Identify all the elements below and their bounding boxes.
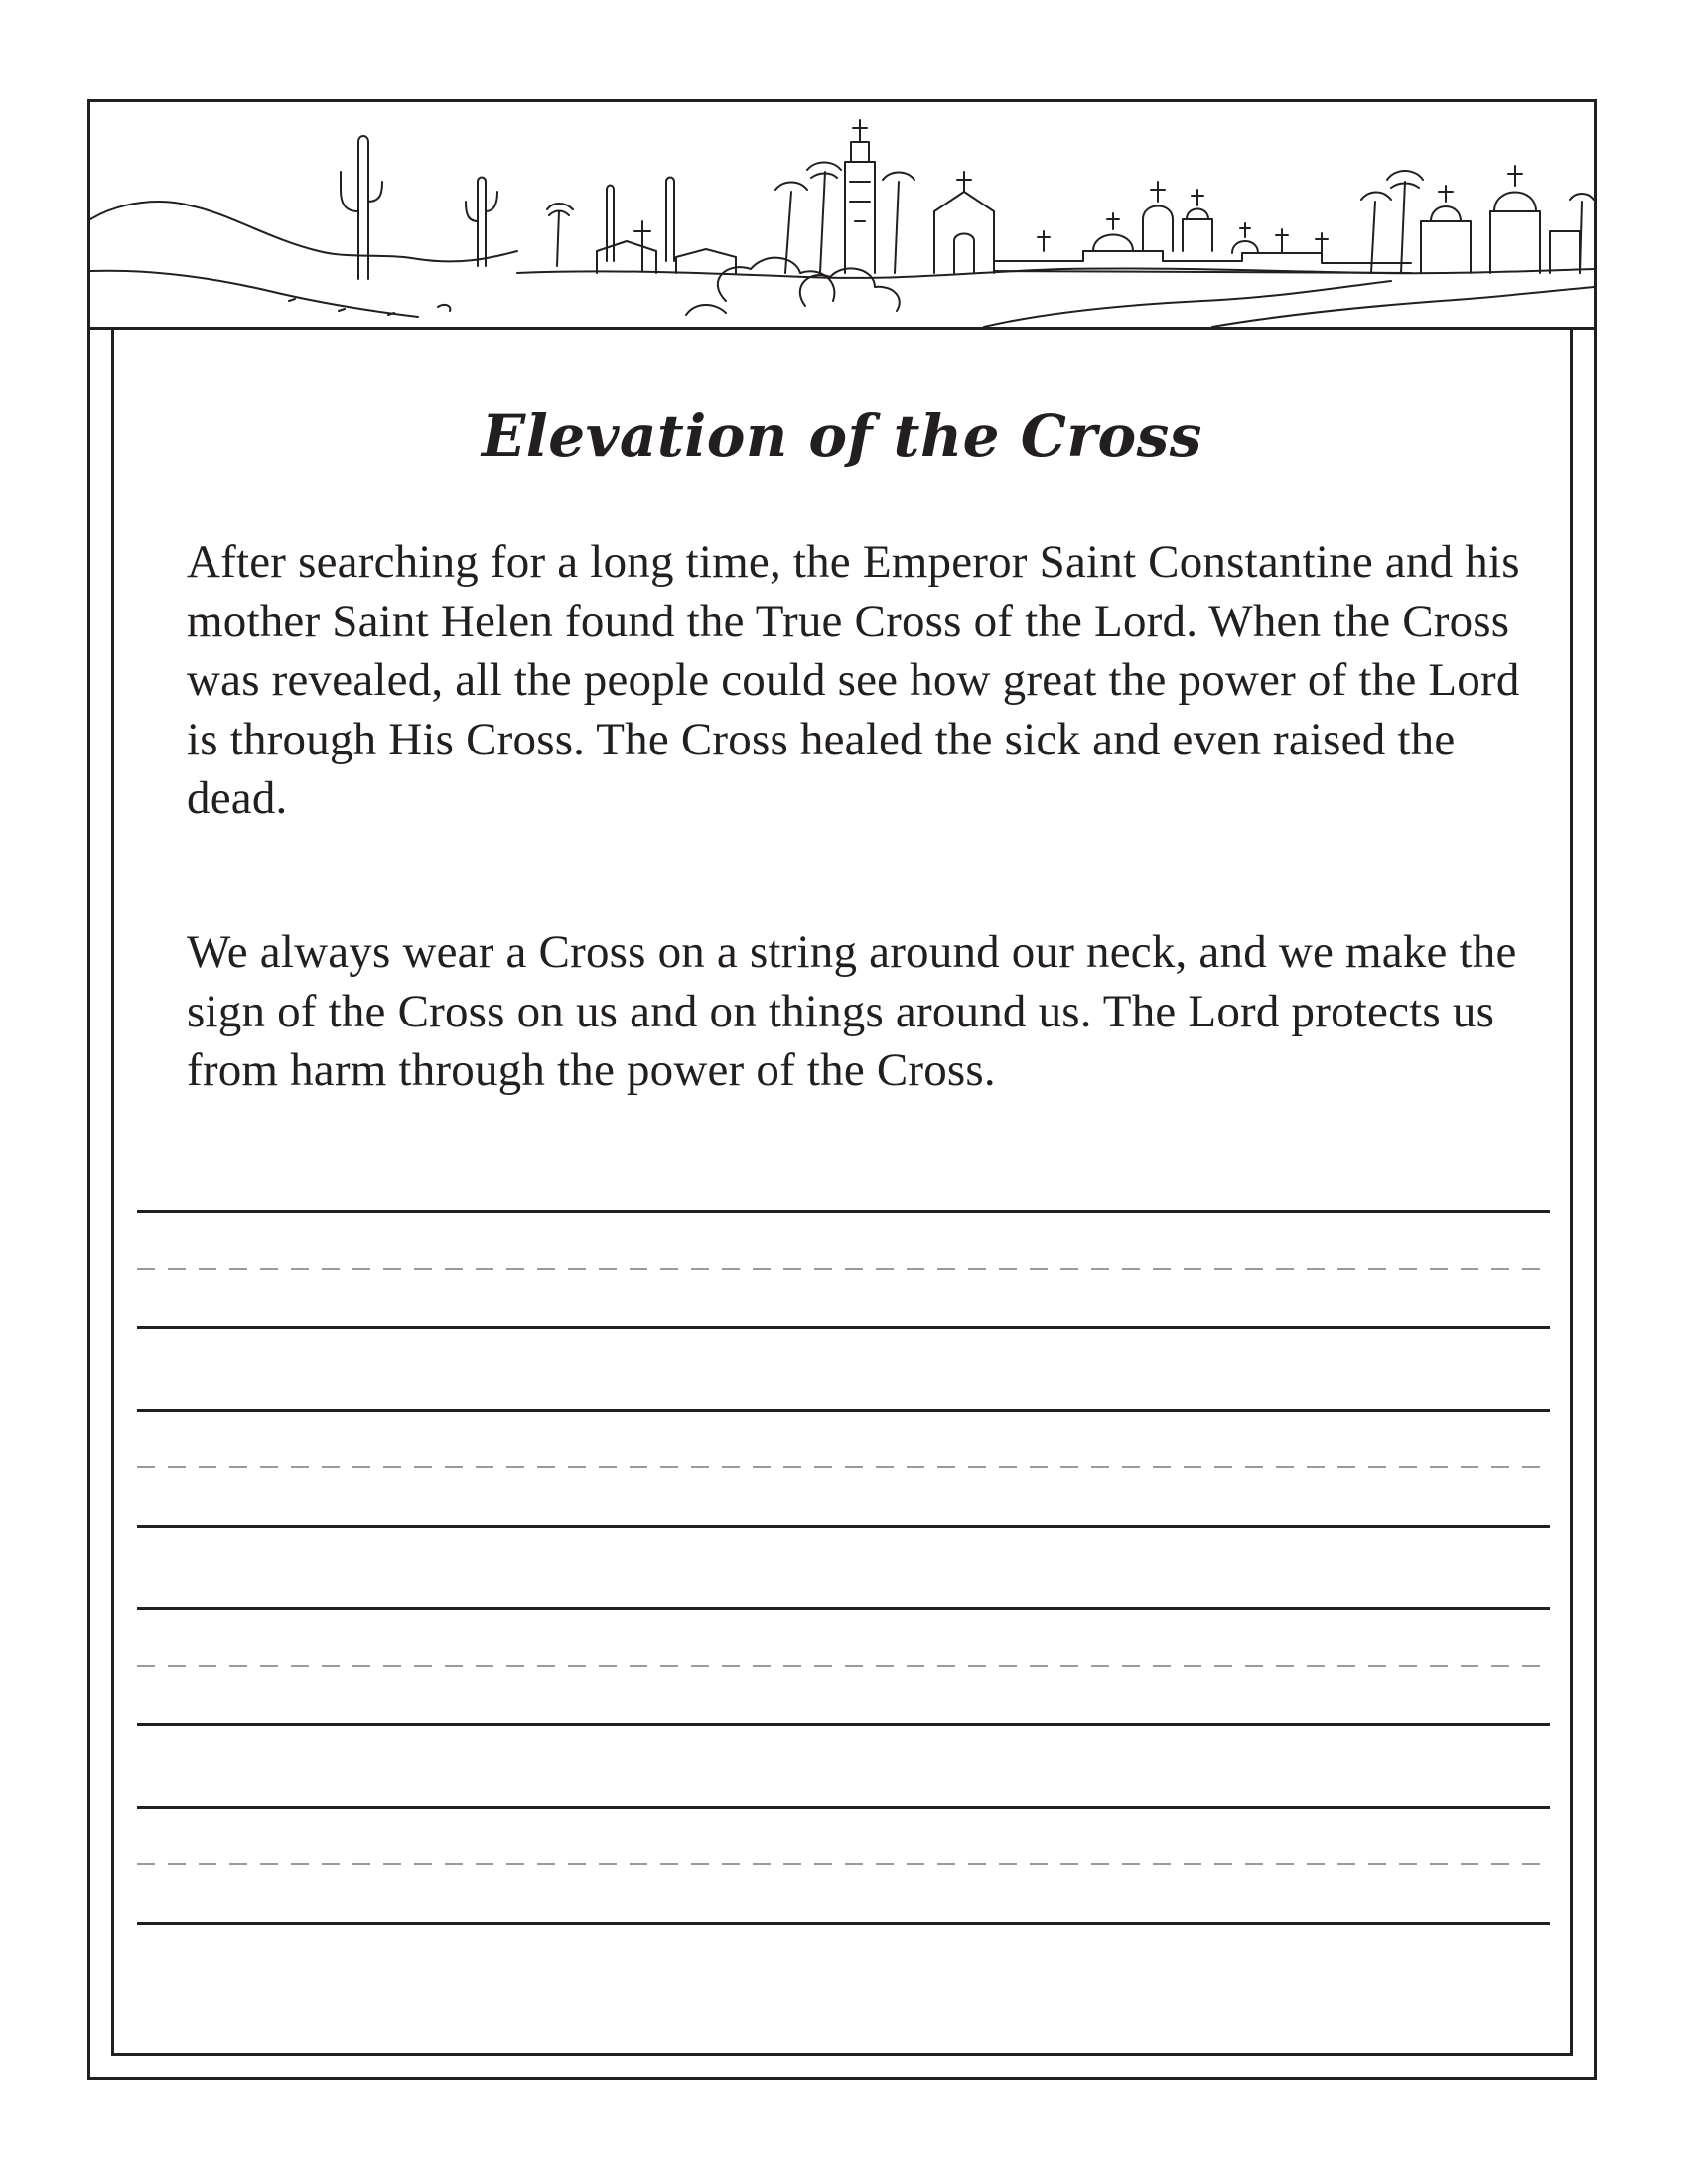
paragraph-1: After searching for a long time, the Emperor Saint Constantine and his mother Saint Helen found the True Cross of the Lord. When the Cross was revealed, all the people could see how great the power of the Lord is through His Cross. The Cross healed the sick and even raised the dead. <box>187 536 1520 824</box>
writing-line-baseline-1 <box>137 1326 1550 1329</box>
writing-line-top-2 <box>137 1409 1550 1412</box>
page-title: Elevation of the Cross <box>482 402 1202 470</box>
desert-town-landscape-illustration <box>90 102 1594 327</box>
writing-line-top-4 <box>137 1806 1550 1809</box>
writing-line-midline-3 <box>137 1665 1550 1667</box>
writing-line-midline-2 <box>137 1466 1550 1468</box>
writing-line-baseline-4 <box>137 1922 1550 1925</box>
writing-line-baseline-2 <box>137 1525 1550 1528</box>
writing-line-top-1 <box>137 1210 1550 1213</box>
writing-line-baseline-3 <box>137 1723 1550 1726</box>
paragraph-2: We always wear a Cross on a string around our neck, and we make the sign of the Cross on us and on things around us. The Lord protects us from harm through the power of the Cross. <box>187 926 1517 1096</box>
writing-line-midline-4 <box>137 1863 1550 1865</box>
writing-line-top-3 <box>137 1607 1550 1610</box>
writing-line-midline-1 <box>137 1268 1550 1270</box>
